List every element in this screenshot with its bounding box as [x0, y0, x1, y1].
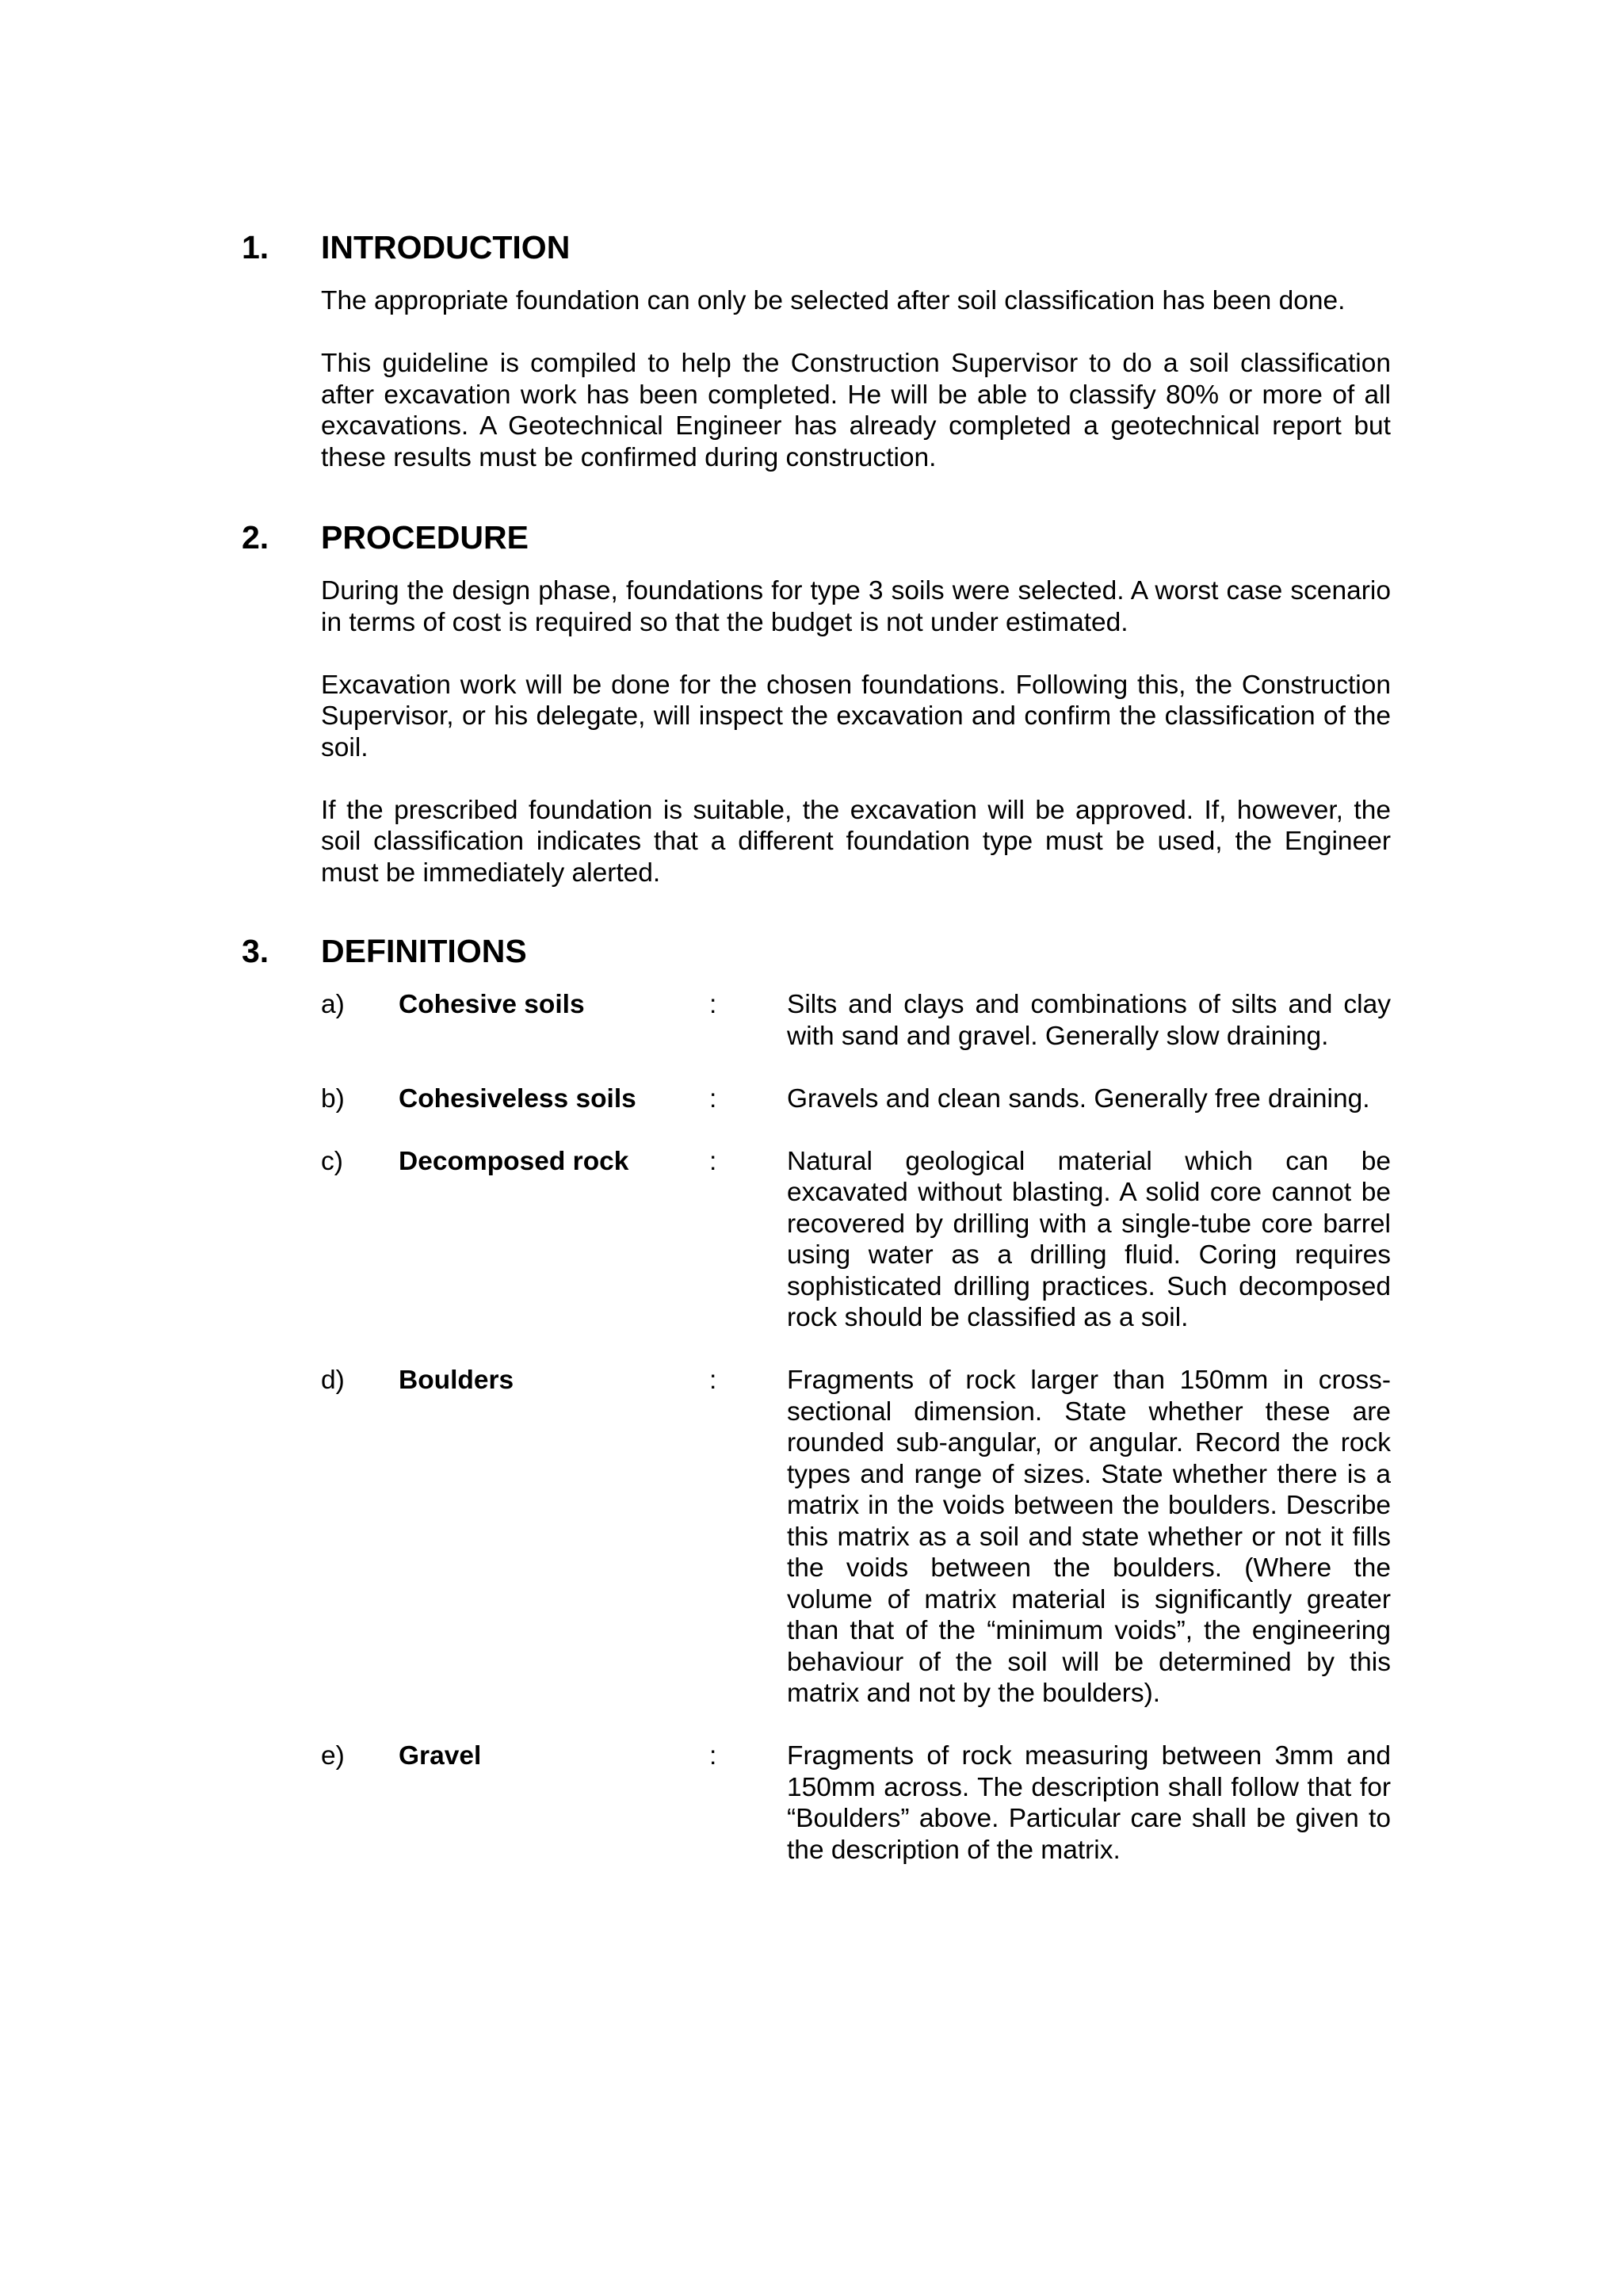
- definition-letter: a): [321, 990, 345, 1019]
- definition-letter: c): [321, 1146, 343, 1176]
- definition-letter: e): [321, 1741, 345, 1771]
- definition-letter: d): [321, 1366, 345, 1395]
- definition-colon: :: [709, 1146, 717, 1176]
- section-procedure: [242, 514, 1391, 888]
- definition-term: Decomposed rock: [399, 1146, 629, 1176]
- section-number: 1.: [242, 229, 269, 266]
- definition-description: Silts and clays and combinations of silts and clay with sand and gravel. Generally slow draining.: [787, 990, 1391, 1051]
- definition-colon: :: [709, 1083, 717, 1114]
- definition-item: [242, 1083, 1391, 1115]
- section-introduction: [242, 223, 1391, 473]
- paragraph: The appropriate foundation can only be selected after soil classification has been done.: [321, 286, 1346, 315]
- definition-item: [242, 1146, 1391, 1334]
- definition-item: [242, 1740, 1391, 1866]
- definition-description: Fragments of rock measuring between 3mm and 150mm across. The description shall follow that for “Boulders” above. Particular care shall be given to the description of the matrix.: [787, 1741, 1391, 1865]
- section-definitions: [242, 927, 1391, 1897]
- definition-description: Natural geological material which can be excavated without blasting. A solid core cannot be recovered by drilling with a single-tube core barrel using water as a drilling fluid. Coring requires sophisticated drilling practices. Such decomposed rock should be classified as a soil.: [787, 1146, 1391, 1332]
- definition-term: Gravel: [399, 1741, 482, 1771]
- section-number: 3.: [242, 933, 269, 969]
- section-title: PROCEDURE: [321, 519, 529, 556]
- definition-description: Fragments of rock larger than 150mm in cross-sectional dimension. State whether these are rounded sub-angular, or angular. Record the rock types and range of sizes. State whether there is a matrix in the voids between the boulders. Describe this matrix as a soil and state whether or not it fills the voids between the boulders. (Where the volume of matrix material is significantly greater than that of the “minimum voids”, the engineering behaviour of the soil will be determined by this matrix and not by the boulders).: [787, 1366, 1391, 1708]
- definition-colon: :: [709, 1366, 717, 1395]
- paragraph: If the prescribed foundation is suitable, the excavation will be approved. If, however, the soil classification indicates that a different foundation type must be used, the Engineer must be immediately alerted.: [321, 795, 1391, 888]
- section-heading: [242, 223, 1391, 271]
- section-title: DEFINITIONS: [321, 933, 527, 969]
- definition-colon: :: [709, 1741, 717, 1771]
- definition-item: [242, 1365, 1391, 1710]
- section-heading: [242, 514, 1391, 561]
- definition-description: Gravels and clean sands. Generally free draining.: [787, 1083, 1370, 1114]
- section-title: INTRODUCTION: [321, 229, 571, 266]
- section-heading: [242, 927, 1391, 975]
- paragraph: Excavation work will be done for the chosen foundations. Following this, the Construction Supervisor, or his delegate, will inspect the excavation and confirm the classification of the soil.: [321, 670, 1391, 762]
- definition-term: Cohesive soils: [399, 990, 585, 1019]
- definition-list: [242, 989, 1391, 1866]
- section-number: 2.: [242, 519, 269, 556]
- definition-letter: b): [321, 1083, 345, 1114]
- paragraph: During the design phase, foundations for type 3 soils were selected. A worst case scenario in terms of cost is required so that the budget is not under estimated.: [321, 576, 1391, 637]
- definition-item: [242, 989, 1391, 1052]
- definition-term: Boulders: [399, 1366, 514, 1395]
- definition-colon: :: [709, 990, 717, 1019]
- definition-term: Cohesiveless soils: [399, 1083, 636, 1114]
- paragraph: This guideline is compiled to help the Construction Supervisor to do a soil classification after excavation work has been completed. He will be able to classify 80% or more of all excavations. A Geotechnical Engineer has already completed a geotechnical report but these results must be confirmed during construction.: [321, 349, 1391, 472]
